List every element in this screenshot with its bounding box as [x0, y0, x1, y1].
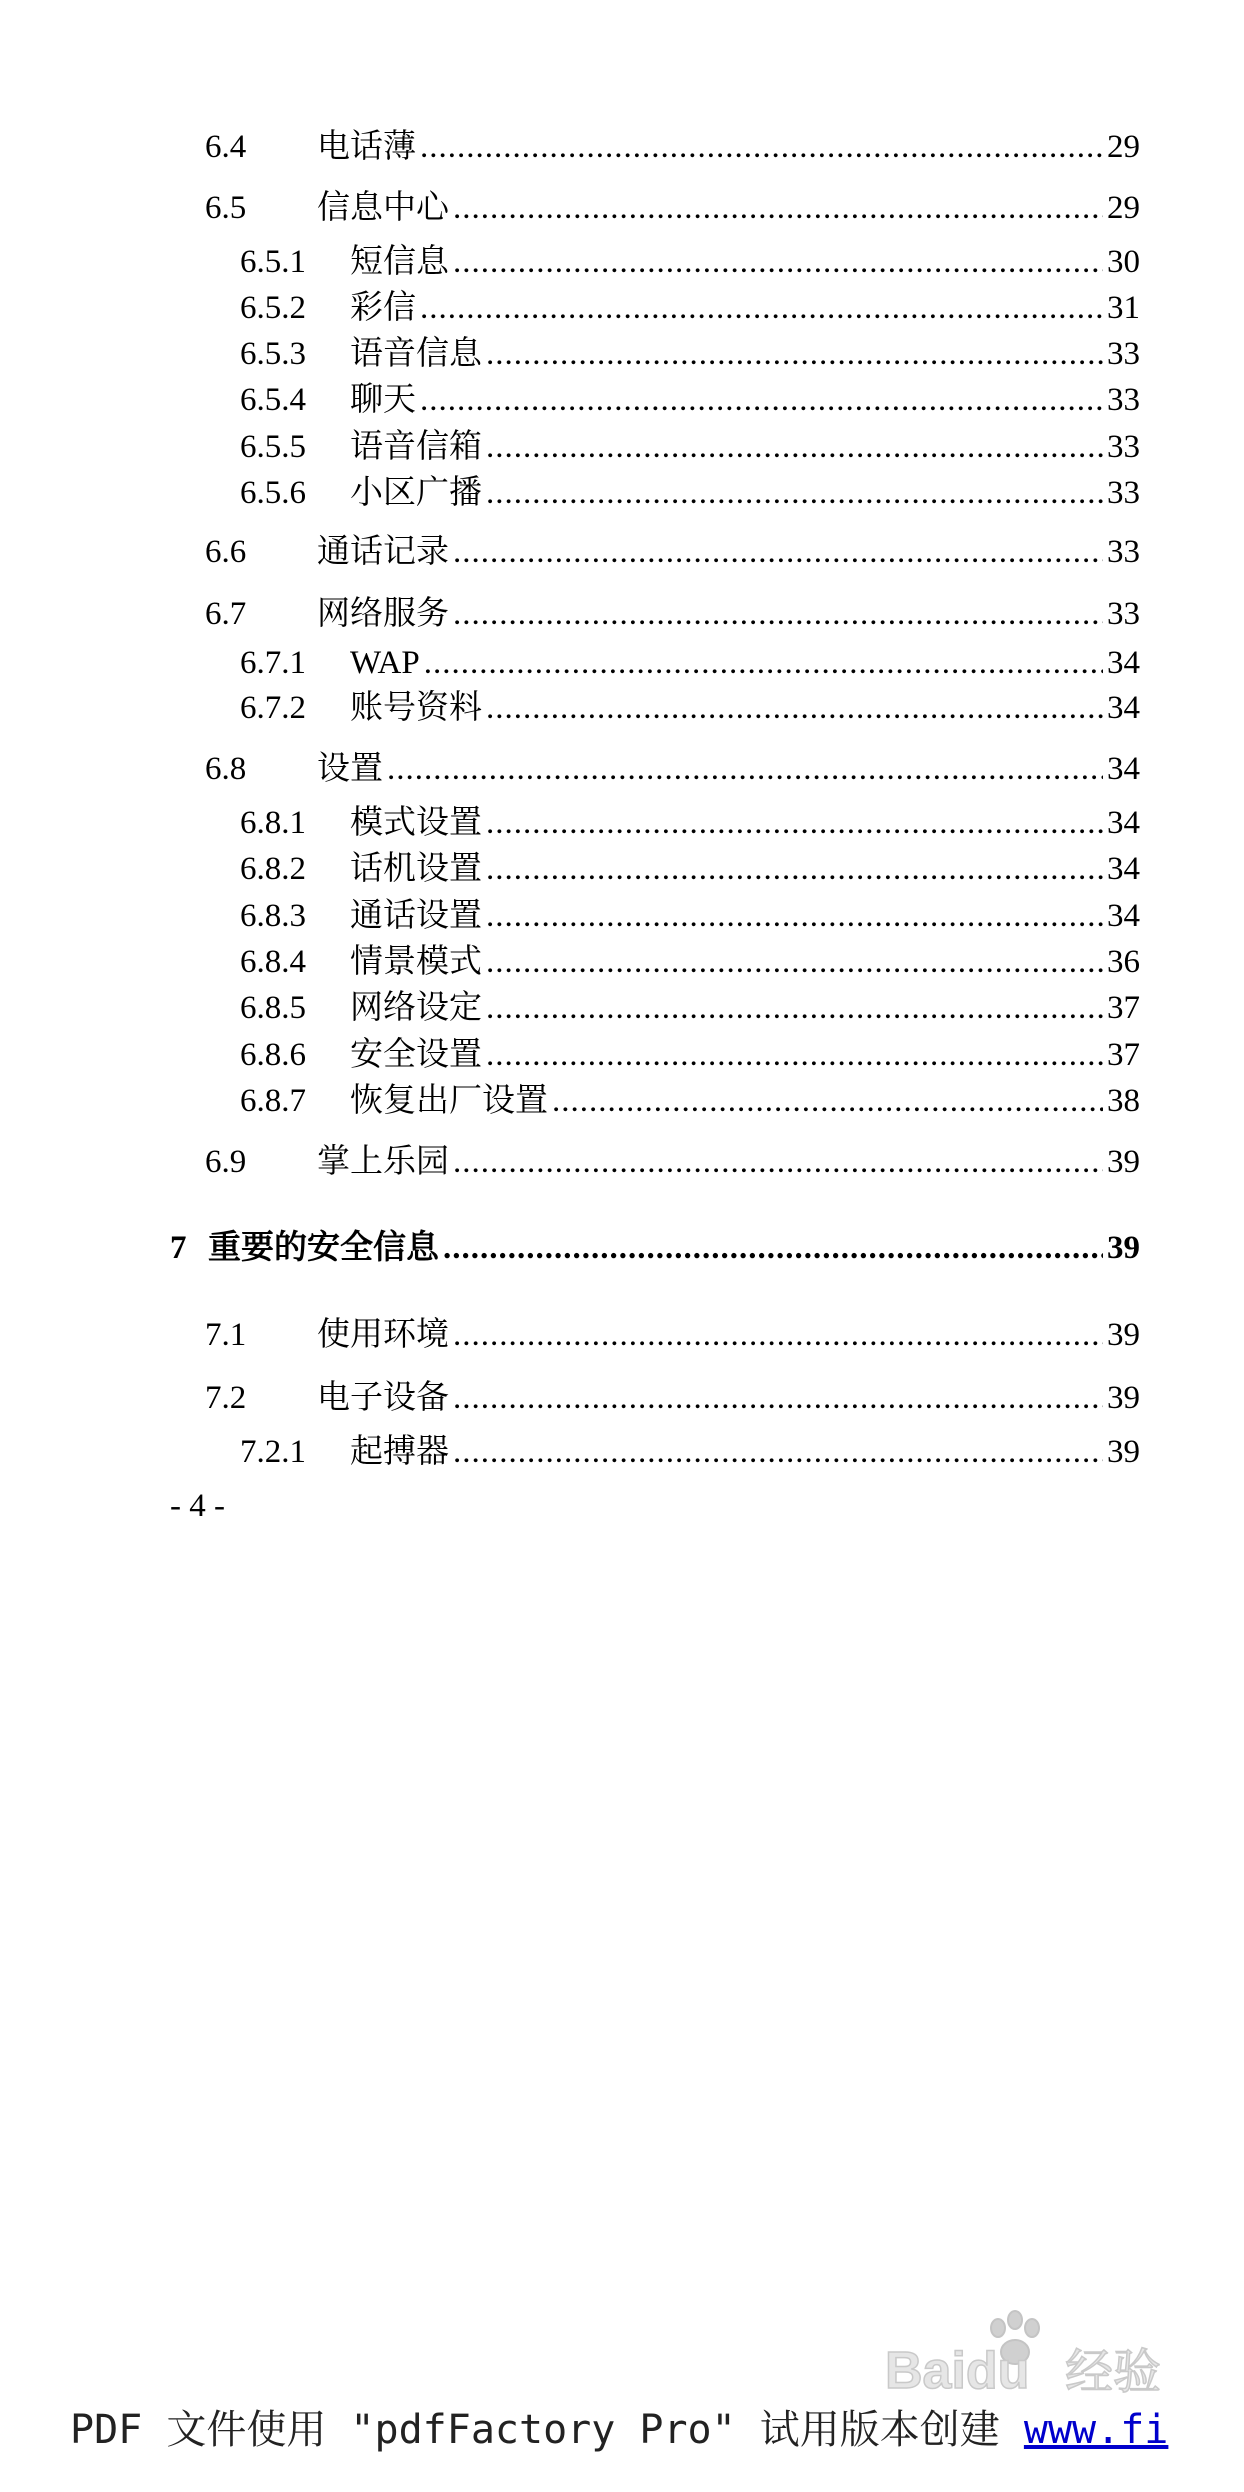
- toc-entry-page: 36: [1107, 944, 1140, 980]
- toc-entry-title: 电话薄: [317, 129, 416, 165]
- toc-entry[interactable]: [0, 592, 1140, 636]
- toc-dot-leader: [453, 1430, 1103, 1474]
- toc-dot-leader: [486, 471, 1103, 515]
- watermark-brand: Baidu: [885, 2342, 1030, 2400]
- toc-entry-page: 37: [1107, 1037, 1140, 1073]
- toc-entry[interactable]: [0, 186, 1140, 230]
- toc-entry[interactable]: [0, 1430, 1140, 1474]
- toc-entry[interactable]: [0, 940, 1140, 984]
- toc-entry-page: 39: [1107, 1144, 1140, 1180]
- toc-entry-number: 6.5.2: [240, 290, 306, 326]
- toc-entry-title: 语音信箱: [350, 429, 482, 465]
- toc-entry-title: WAP: [350, 645, 420, 681]
- toc-entry[interactable]: [0, 1140, 1140, 1184]
- toc-entry-page: 29: [1107, 129, 1140, 165]
- toc-entry-title: 信息中心: [317, 190, 449, 226]
- toc-entry[interactable]: [0, 530, 1140, 574]
- baidu-watermark: [880, 2300, 1180, 2400]
- toc-entry-number: 7.2: [205, 1380, 247, 1416]
- toc-dot-leader: [453, 186, 1103, 230]
- toc-entry-page: 34: [1107, 645, 1140, 681]
- toc-entry[interactable]: [0, 1313, 1140, 1357]
- toc-entry-page: 34: [1107, 690, 1140, 726]
- toc-entry-title: 情景模式: [350, 944, 482, 980]
- toc-entry-number: 6.5: [205, 190, 247, 226]
- toc-entry-page: 33: [1107, 534, 1140, 570]
- toc-entry-title: 掌上乐园: [317, 1144, 449, 1180]
- toc-entry-page: 34: [1107, 851, 1140, 887]
- toc-dot-leader: [387, 747, 1103, 791]
- toc-entry-title: 聊天: [350, 382, 416, 418]
- toc-entry-number: 6.7.1: [240, 645, 306, 681]
- toc-entry-title: 彩信: [350, 290, 416, 326]
- toc-dot-leader: [486, 940, 1103, 984]
- toc-entry-page: 39: [1107, 1434, 1140, 1470]
- banner-text: PDF 文件使用 "pdfFactory Pro" 试用版本创建: [70, 2407, 1024, 2453]
- toc-entry[interactable]: [0, 125, 1140, 169]
- watermark-label: 经验: [1065, 2344, 1162, 2400]
- toc-entry[interactable]: [0, 1079, 1140, 1123]
- toc-entry-title: 使用环境: [317, 1317, 449, 1353]
- toc-entry-number: 7.2.1: [240, 1434, 306, 1470]
- toc-entry-number: 6.5.4: [240, 382, 306, 418]
- toc-entry-number: 6.8.5: [240, 990, 306, 1026]
- toc-entry[interactable]: [0, 425, 1140, 469]
- pdf-creator-banner: [70, 2402, 1168, 2458]
- toc-entry-title: 短信息: [350, 244, 449, 280]
- toc-entry-title: 小区广播: [350, 475, 482, 511]
- toc-dot-leader: [453, 1376, 1103, 1420]
- toc-entry-page: 33: [1107, 429, 1140, 465]
- toc-entry-title: 电子设备: [317, 1380, 449, 1416]
- toc-entry-title: 模式设置: [350, 805, 482, 841]
- toc-dot-leader: [453, 1140, 1103, 1184]
- toc-entry-number: 7.1: [205, 1317, 247, 1353]
- toc-dot-leader: [453, 240, 1103, 284]
- toc-entry-page: 33: [1107, 596, 1140, 632]
- toc-dot-leader: [420, 378, 1103, 422]
- toc-entry[interactable]: [0, 747, 1140, 791]
- toc-entry[interactable]: [0, 641, 1140, 685]
- toc-entry[interactable]: [0, 894, 1140, 938]
- toc-entry-title: 通话记录: [317, 534, 449, 570]
- toc-entry-number: 6.8: [205, 751, 247, 787]
- toc-entry-number: 6.8.3: [240, 898, 306, 934]
- toc-entry[interactable]: [0, 1376, 1140, 1420]
- toc-dot-leader: [552, 1079, 1103, 1123]
- toc-dot-leader: [486, 894, 1103, 938]
- toc-entry-number: 6.8.4: [240, 944, 306, 980]
- toc-dot-leader: [453, 592, 1103, 636]
- toc-entry-title: 通话设置: [350, 898, 482, 934]
- toc-entry-title: 网络设定: [350, 990, 482, 1026]
- toc-entry-number: 6.6: [205, 534, 247, 570]
- toc-entry[interactable]: [0, 686, 1140, 730]
- toc-entry-title: 安全设置: [350, 1037, 482, 1073]
- toc-dot-leader: [486, 986, 1103, 1030]
- toc-dot-leader: [486, 1033, 1103, 1077]
- toc-entry-number: 6.8.2: [240, 851, 306, 887]
- toc-entry[interactable]: [0, 471, 1140, 515]
- toc-entry-number: 6.7.2: [240, 690, 306, 726]
- toc-entry-title: 语音信息: [350, 336, 482, 372]
- toc-entry[interactable]: [0, 1033, 1140, 1077]
- toc-entry-page: 37: [1107, 990, 1140, 1026]
- toc-entry-title: 设置: [317, 751, 383, 787]
- toc-entry-page: 34: [1107, 751, 1140, 787]
- toc-entry-number: 6.8.6: [240, 1037, 306, 1073]
- toc-entry-page: 39: [1107, 1380, 1140, 1416]
- toc-entry-title: 重要的安全信息: [208, 1230, 439, 1266]
- toc-entry-number: 6.7: [205, 596, 247, 632]
- toc-dot-leader: [420, 125, 1103, 169]
- toc-entry-number: 6.8.7: [240, 1083, 306, 1119]
- toc-dot-leader: [486, 332, 1103, 376]
- toc-entry-number: 6.5.6: [240, 475, 306, 511]
- toc-entry-page: 34: [1107, 805, 1140, 841]
- toc-entry[interactable]: [0, 1226, 1140, 1270]
- toc-entry[interactable]: [0, 332, 1140, 376]
- toc-entry-number: 6.8.1: [240, 805, 306, 841]
- toc-entry[interactable]: [0, 847, 1140, 891]
- toc-entry-title: 起搏器: [350, 1434, 449, 1470]
- toc-entry-page: 39: [1107, 1230, 1140, 1266]
- toc-dot-leader: [486, 847, 1103, 891]
- toc-entry-number: 7: [170, 1230, 187, 1266]
- toc-entry-number: 6.4: [205, 129, 247, 165]
- toc-entry-page: 34: [1107, 898, 1140, 934]
- toc-dot-leader: [486, 425, 1103, 469]
- toc-entry-page: 39: [1107, 1317, 1140, 1353]
- toc-entry[interactable]: [0, 240, 1140, 284]
- toc-entry-page: 31: [1107, 290, 1140, 326]
- toc-entry-page: 38: [1107, 1083, 1140, 1119]
- toc-entry-number: 6.5.1: [240, 244, 306, 280]
- banner-link[interactable]: www.fi: [1023, 2407, 1169, 2453]
- toc-entry[interactable]: [0, 286, 1140, 330]
- toc-entry[interactable]: [0, 378, 1140, 422]
- toc-dot-leader: [453, 530, 1103, 574]
- toc-entry-page: 30: [1107, 244, 1140, 280]
- toc-dot-leader: [486, 801, 1103, 845]
- toc-dot-leader: [420, 286, 1103, 330]
- toc-entry-number: 6.9: [205, 1144, 247, 1180]
- toc-entry-page: 33: [1107, 336, 1140, 372]
- toc-entry-title: 话机设置: [350, 851, 482, 887]
- toc-entry-title: 恢复出厂设置: [350, 1083, 548, 1119]
- toc-entry-title: 网络服务: [317, 596, 449, 632]
- toc-entry[interactable]: [0, 986, 1140, 1030]
- toc-dot-leader: [443, 1226, 1103, 1270]
- toc-entry-page: 29: [1107, 190, 1140, 226]
- page-number: - 4 -: [170, 1488, 225, 1524]
- toc-entry-page: 33: [1107, 475, 1140, 511]
- toc-dot-leader: [453, 1313, 1103, 1357]
- toc-entry[interactable]: [0, 801, 1140, 845]
- toc-entry-number: 6.5.5: [240, 429, 306, 465]
- toc-entry-title: 账号资料: [350, 690, 482, 726]
- toc-dot-leader: [486, 686, 1103, 730]
- toc-entry-number: 6.5.3: [240, 336, 306, 372]
- toc-entry-page: 33: [1107, 382, 1140, 418]
- toc-dot-leader: [424, 641, 1103, 685]
